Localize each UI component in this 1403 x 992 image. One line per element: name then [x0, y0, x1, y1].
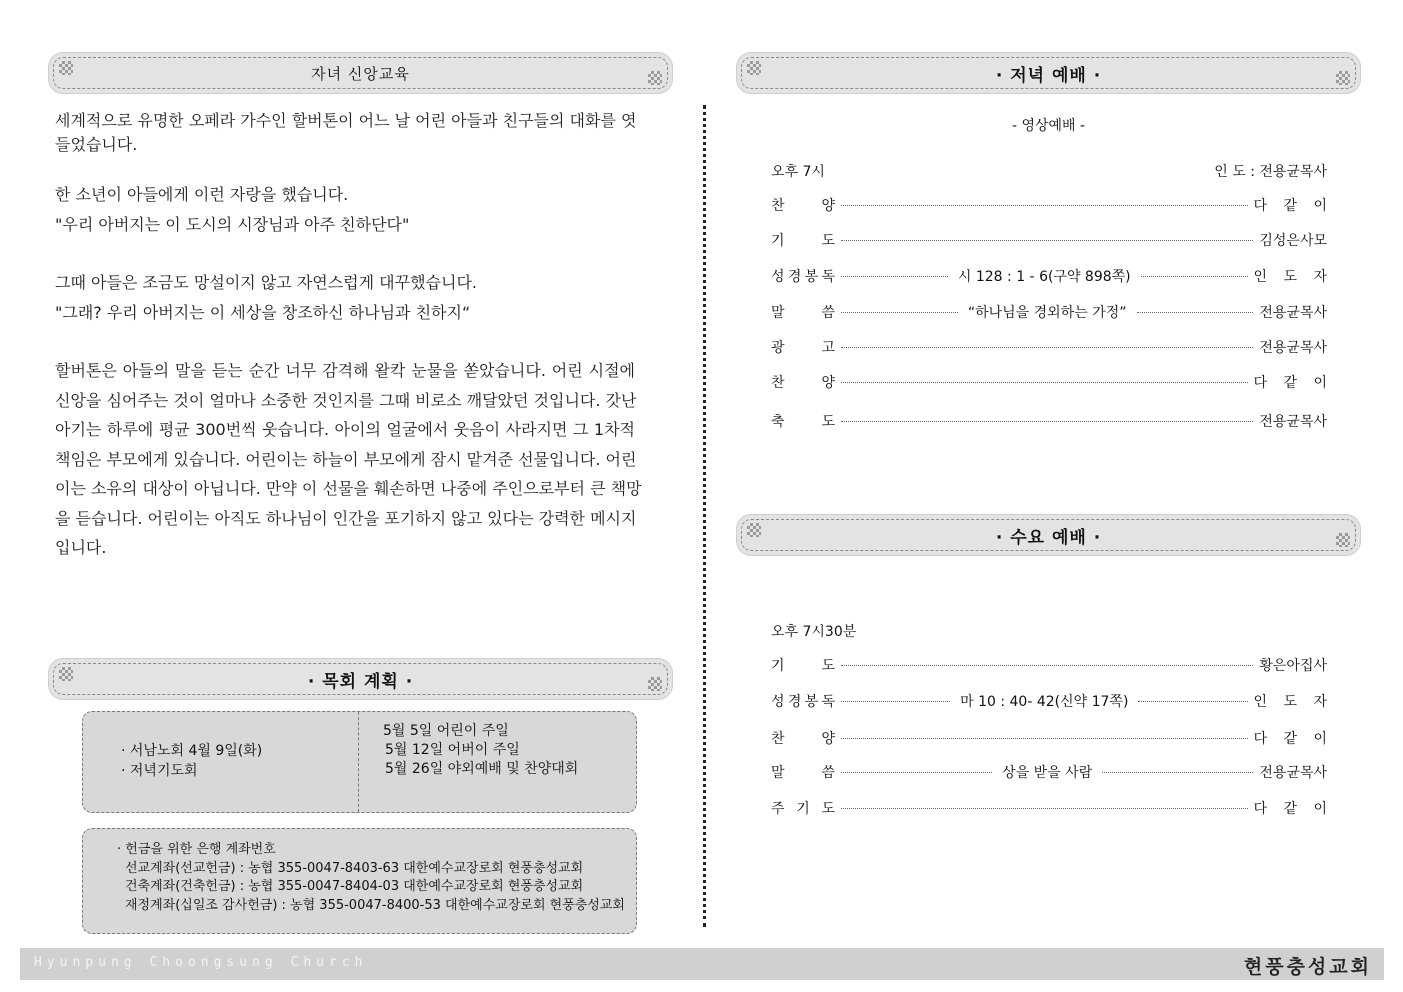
- text-line: 입니다.: [55, 538, 107, 557]
- order-label-char: 기: [771, 658, 785, 674]
- plan-box: [82, 711, 637, 813]
- order-label-char: 주: [771, 801, 785, 817]
- order-label-char: 찬: [771, 198, 785, 214]
- footer-bar: [20, 948, 1384, 980]
- order-person: 전용균목사: [1259, 414, 1327, 430]
- text-line: 들었습니다.: [55, 134, 138, 154]
- plan-item: 5월 26일 야외예배 및 찬양대회: [385, 761, 579, 777]
- church-name-latin: Hyunpung Choongsung Church: [34, 955, 368, 970]
- plan-item: 5월 12일 어버이 주일: [385, 742, 520, 758]
- order-label-char: 축: [771, 414, 785, 430]
- order-label-char: 찬: [771, 731, 785, 747]
- bank-box: [82, 828, 637, 934]
- bank-account: 재정계좌(십일조 감사헌금) : 농협 355-0047-8400-53 대한예수교장로회 현풍충성교회: [125, 897, 625, 913]
- evening-info-row: [771, 160, 1327, 182]
- order-label: [771, 411, 835, 431]
- dotted-leader: [1141, 276, 1248, 277]
- order-row: [771, 761, 1327, 783]
- text-line: 한 소년이 아들에게 이런 자랑을 했습니다.: [55, 185, 349, 204]
- order-row: [771, 654, 1327, 676]
- column-divider: [703, 105, 706, 927]
- order-person: 김성은사모: [1259, 233, 1327, 249]
- text-line: 책임은 부모에게 있습니다. 어린이는 하늘이 부모에게 잠시 맡겨준 선물입니다. 어린: [55, 449, 637, 469]
- order-person: 다 같 이: [1253, 375, 1333, 391]
- order-label: [771, 691, 835, 711]
- order-label-char: 경: [787, 694, 802, 710]
- evening-worship-header: [737, 53, 1360, 93]
- bank-list: [117, 841, 625, 915]
- order-row: [771, 265, 1334, 287]
- plan-item: 5월 5일 어린이 주일: [383, 723, 509, 739]
- order-label-char: 말: [771, 305, 785, 321]
- order-label: [771, 195, 835, 215]
- order-row: [771, 194, 1333, 216]
- text-line: 아기는 하루에 평균 300번씩 웃습니다. 아이의 얼굴에서 웃음이 사라지면 그 1차적: [55, 420, 635, 439]
- order-row: [771, 690, 1334, 712]
- order-label-char: 봉: [804, 694, 819, 710]
- bank-heading: · 헌금을 위한 은행 계좌번호: [117, 842, 276, 857]
- dotted-leader: [841, 421, 1253, 422]
- plan-header: [49, 659, 672, 699]
- order-label-char: 찬: [771, 375, 785, 391]
- order-label-char: 고: [821, 340, 835, 356]
- dotted-leader: [841, 276, 948, 277]
- order-label-char: 양: [821, 198, 835, 214]
- order-label-char: 도: [821, 414, 835, 430]
- order-person: 전용균목사: [1259, 340, 1327, 356]
- order-label-char: 경: [787, 269, 802, 285]
- text-line: 할버톤은 아들의 말을 듣는 순간 너무 감격해 왈칵 눈물을 쏟았습니다. 어린 시절에: [55, 361, 635, 380]
- dotted-leader: [841, 808, 1248, 809]
- order-label-char: 씀: [821, 305, 835, 321]
- text-line: 세계적으로 유명한 오페라 가수인 할버톤이 어느 날 어린 아들과 친구들의 대화를 엿: [55, 111, 637, 130]
- order-label-char: 독: [821, 694, 835, 710]
- plan-title: · 목회 계획 ·: [307, 671, 414, 692]
- order-label: [771, 728, 835, 748]
- dotted-leader: [1138, 701, 1247, 702]
- order-label: [771, 655, 835, 675]
- order-label-char: 양: [821, 375, 835, 391]
- order-person: 다 같 이: [1253, 801, 1333, 817]
- order-label-char: 도: [821, 233, 835, 249]
- order-label-char: 말: [771, 765, 785, 781]
- evening-leader: 인 도 : 전용균목사: [1214, 164, 1327, 180]
- order-row: [771, 301, 1327, 323]
- dotted-leader: [841, 205, 1248, 206]
- order-label: [771, 302, 835, 322]
- order-detail: “하나님을 경외하는 가정”: [967, 305, 1127, 321]
- dotted-leader: [841, 738, 1248, 739]
- evening-worship-title: · 저녁 예배 ·: [995, 65, 1102, 86]
- order-row: [771, 336, 1327, 358]
- plan-divider: [358, 712, 359, 812]
- plan-right-list: [383, 722, 578, 779]
- order-label-char: 성: [771, 694, 785, 710]
- dotted-leader: [841, 240, 1253, 241]
- dotted-leader: [1137, 312, 1254, 313]
- church-name-korean: 현풍충성교회: [1243, 956, 1372, 978]
- education-paragraph-4: [55, 356, 642, 563]
- order-label-char: 독: [821, 269, 835, 285]
- order-person: 다 같 이: [1253, 731, 1333, 747]
- order-label-char: 도: [821, 658, 835, 674]
- order-label-char: 봉: [804, 269, 819, 285]
- order-label-char: 기: [771, 233, 785, 249]
- order-row: [771, 797, 1333, 819]
- order-label: [771, 372, 835, 392]
- education-header: [49, 53, 672, 93]
- plan-item: · 저녁기도회: [121, 763, 198, 779]
- dotted-leader: [841, 382, 1248, 383]
- education-title: 자녀 신앙교육: [311, 64, 410, 83]
- order-label: [771, 337, 835, 357]
- order-label-char: 도: [821, 801, 835, 817]
- dotted-leader: [841, 701, 950, 702]
- education-paragraph-3: [55, 268, 635, 327]
- plan-left-list: [121, 741, 262, 781]
- order-detail: 마 10 : 40- 42(신약 17쪽): [960, 694, 1129, 710]
- education-paragraph-1: [55, 106, 635, 159]
- text-line: 그때 아들은 조금도 망설이지 않고 자연스럽게 대꾸했습니다.: [55, 273, 478, 292]
- bank-account: 선교계좌(선교헌금) : 농협 355-0047-8403-63 대한예수교장로회 현풍충성교회: [125, 860, 584, 876]
- order-label: [771, 798, 835, 818]
- order-person: 인 도 자: [1253, 269, 1334, 285]
- wednesday-order: [771, 620, 1334, 830]
- order-label-char: 광: [771, 340, 785, 356]
- dotted-leader: [841, 347, 1253, 348]
- evening-subtitle: - 영상예배 -: [1011, 118, 1086, 134]
- order-label: [771, 762, 835, 782]
- order-row: [771, 229, 1327, 251]
- order-detail: 시 128 : 1 - 6(구약 898쪽): [957, 269, 1131, 285]
- order-row: [771, 371, 1333, 393]
- order-person: 인 도 자: [1253, 694, 1334, 710]
- order-person: 전용균목사: [1259, 765, 1328, 781]
- text-line: "우리 아버지는 이 도시의 시장님과 아주 친하단다": [55, 214, 410, 234]
- dotted-leader: [841, 772, 992, 773]
- order-row: [771, 410, 1327, 432]
- dotted-leader: [841, 665, 1253, 666]
- text-line: 을 듣습니다. 어린이는 아직도 하나님이 인간을 포기하지 않고 있다는 강력한 메시지: [55, 508, 637, 528]
- order-detail: 상을 받을 사람: [1002, 765, 1093, 781]
- dotted-leader: [841, 312, 958, 313]
- text-line: "그래? 우리 아버지는 이 세상을 창조하신 하나님과 친하지“: [55, 302, 471, 322]
- wednesday-info-row: [771, 620, 1327, 642]
- order-label: [771, 230, 835, 250]
- order-label: [771, 266, 835, 286]
- order-label-char: 양: [821, 731, 835, 747]
- dotted-leader: [1102, 772, 1253, 773]
- order-label-char: 기: [796, 801, 810, 817]
- order-person: 황은아집사: [1259, 658, 1327, 674]
- order-row: [771, 727, 1333, 749]
- evening-order: [771, 160, 1334, 440]
- wednesday-time: 오후 7시30분: [771, 624, 857, 640]
- text-line: 신앙을 심어주는 것이 얼마나 소중한 것인지를 그때 비로소 깨달았던 것입니다. 갓난: [55, 390, 637, 410]
- wednesday-worship-header: [737, 515, 1360, 555]
- order-label-char: 성: [771, 269, 785, 285]
- plan-item: · 서남노회 4월 9일(화): [121, 743, 263, 759]
- evening-time: 오후 7시: [771, 164, 825, 180]
- order-person: 다 같 이: [1253, 198, 1333, 214]
- education-paragraph-2: [55, 180, 635, 239]
- wednesday-worship-title: · 수요 예배 ·: [995, 527, 1102, 548]
- bank-account: 건축계좌(건축헌금) : 농협 355-0047-8404-03 대한예수교장로회 현풍충성교회: [125, 879, 584, 894]
- text-line: 이는 소유의 대상이 아닙니다. 만약 이 선물을 훼손하면 나중에 주인으로부터 큰 책망: [55, 479, 642, 498]
- order-label-char: 씀: [821, 765, 835, 781]
- order-person: 전용균목사: [1259, 305, 1327, 321]
